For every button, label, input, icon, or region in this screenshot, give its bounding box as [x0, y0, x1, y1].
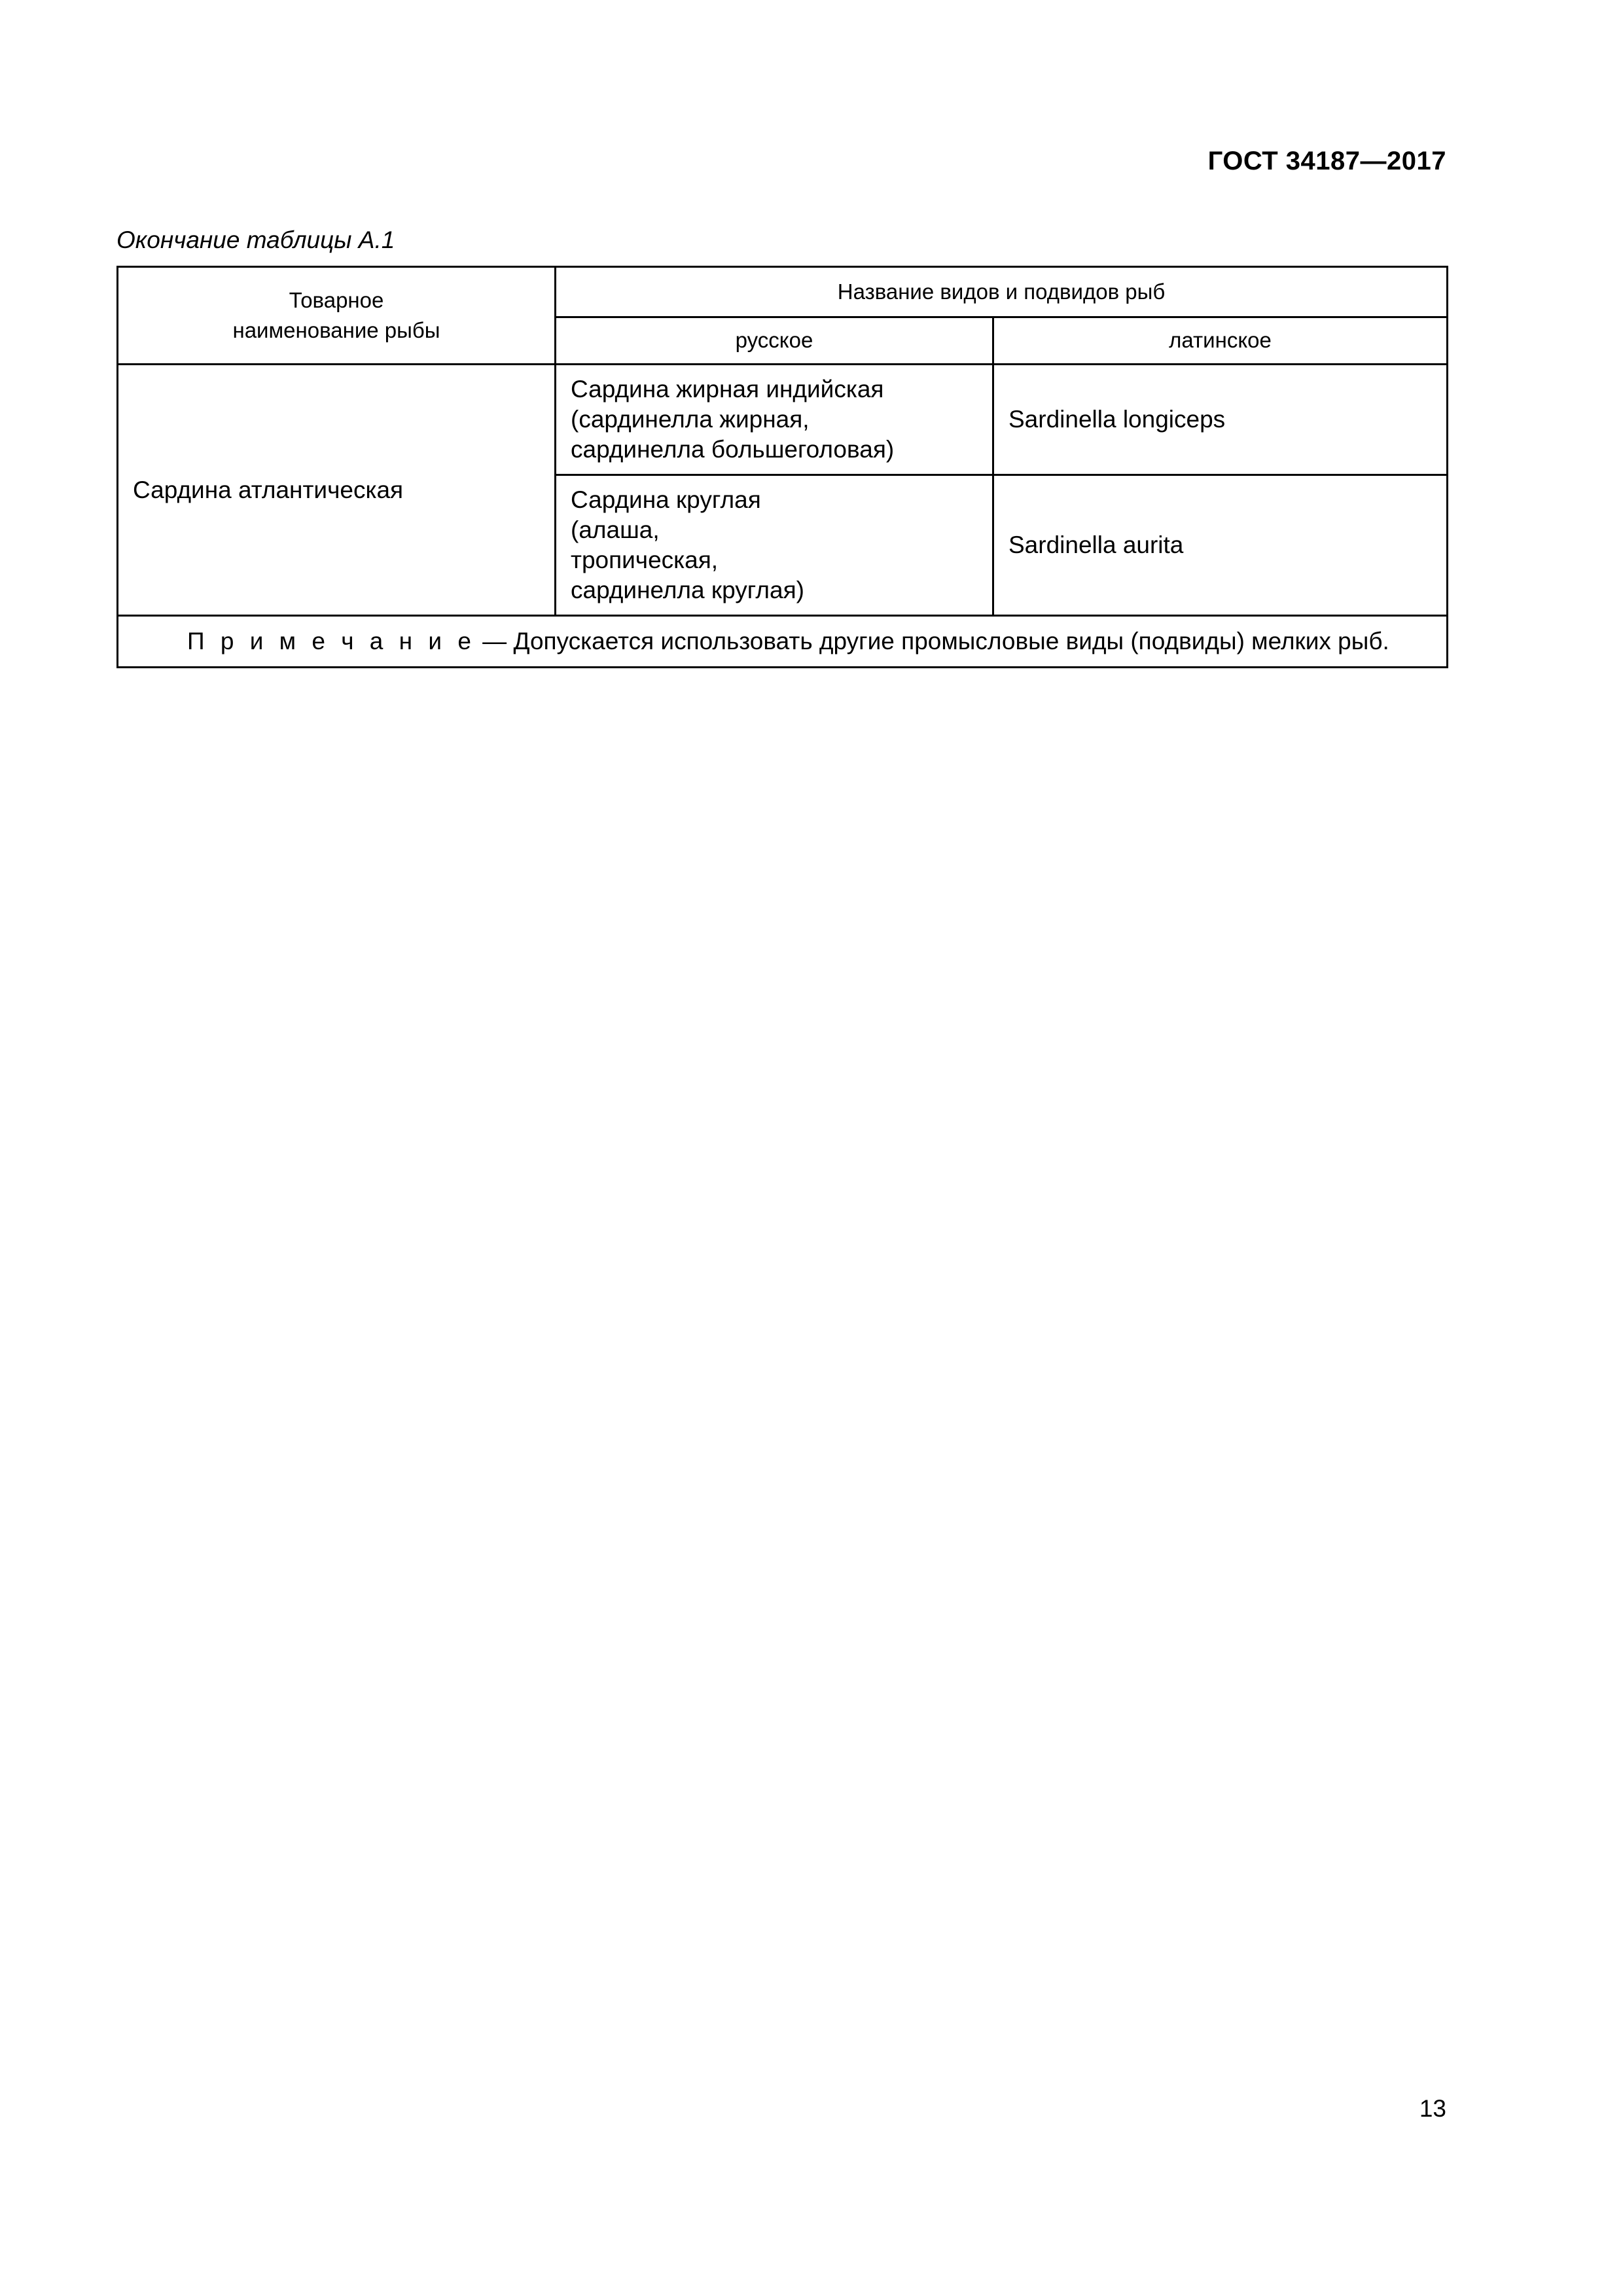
russian-name-line: Сардина круглая [571, 486, 761, 513]
russian-name-line: сардинелла круглая) [571, 577, 804, 603]
table-row [118, 365, 1448, 475]
table-caption: Окончание таблицы А.1 [116, 226, 395, 253]
russian-name-cell [556, 365, 993, 475]
note-text: — Допускается использовать другие промысловые виды (подвиды) мелких рыб. [475, 628, 1389, 655]
header-trade-name-line2: наименование рыбы [232, 318, 440, 342]
note-label: П р и м е ч а н и е [187, 628, 476, 655]
russian-name-cell [556, 475, 993, 616]
latin-name-cell: Sardinella longiceps [993, 365, 1448, 475]
header-latin: латинское [993, 317, 1448, 364]
russian-name-line: сардинелла большеголовая) [571, 436, 895, 463]
header-russian: русское [556, 317, 993, 364]
page-number: 13 [1419, 2095, 1446, 2122]
trade-name-cell: Сардина атлантическая [118, 365, 556, 616]
table-header-row [118, 267, 1448, 317]
table-note [118, 616, 1448, 668]
header-species-names: Название видов и подвидов рыб [556, 267, 1448, 317]
header-trade-name [118, 267, 556, 365]
header-trade-name-line1: Товарное [289, 288, 384, 312]
table-note-row [118, 616, 1448, 668]
russian-name-line: Сардина жирная индийская [571, 376, 884, 403]
latin-name-cell: Sardinella aurita [993, 475, 1448, 616]
fish-names-table [116, 266, 1448, 668]
russian-name-line: (сардинелла жирная, [571, 406, 810, 433]
russian-name-line: (алаша, [571, 516, 660, 543]
russian-name-line: тропическая, [571, 547, 719, 573]
document-code: ГОСТ 34187—2017 [1207, 147, 1446, 175]
